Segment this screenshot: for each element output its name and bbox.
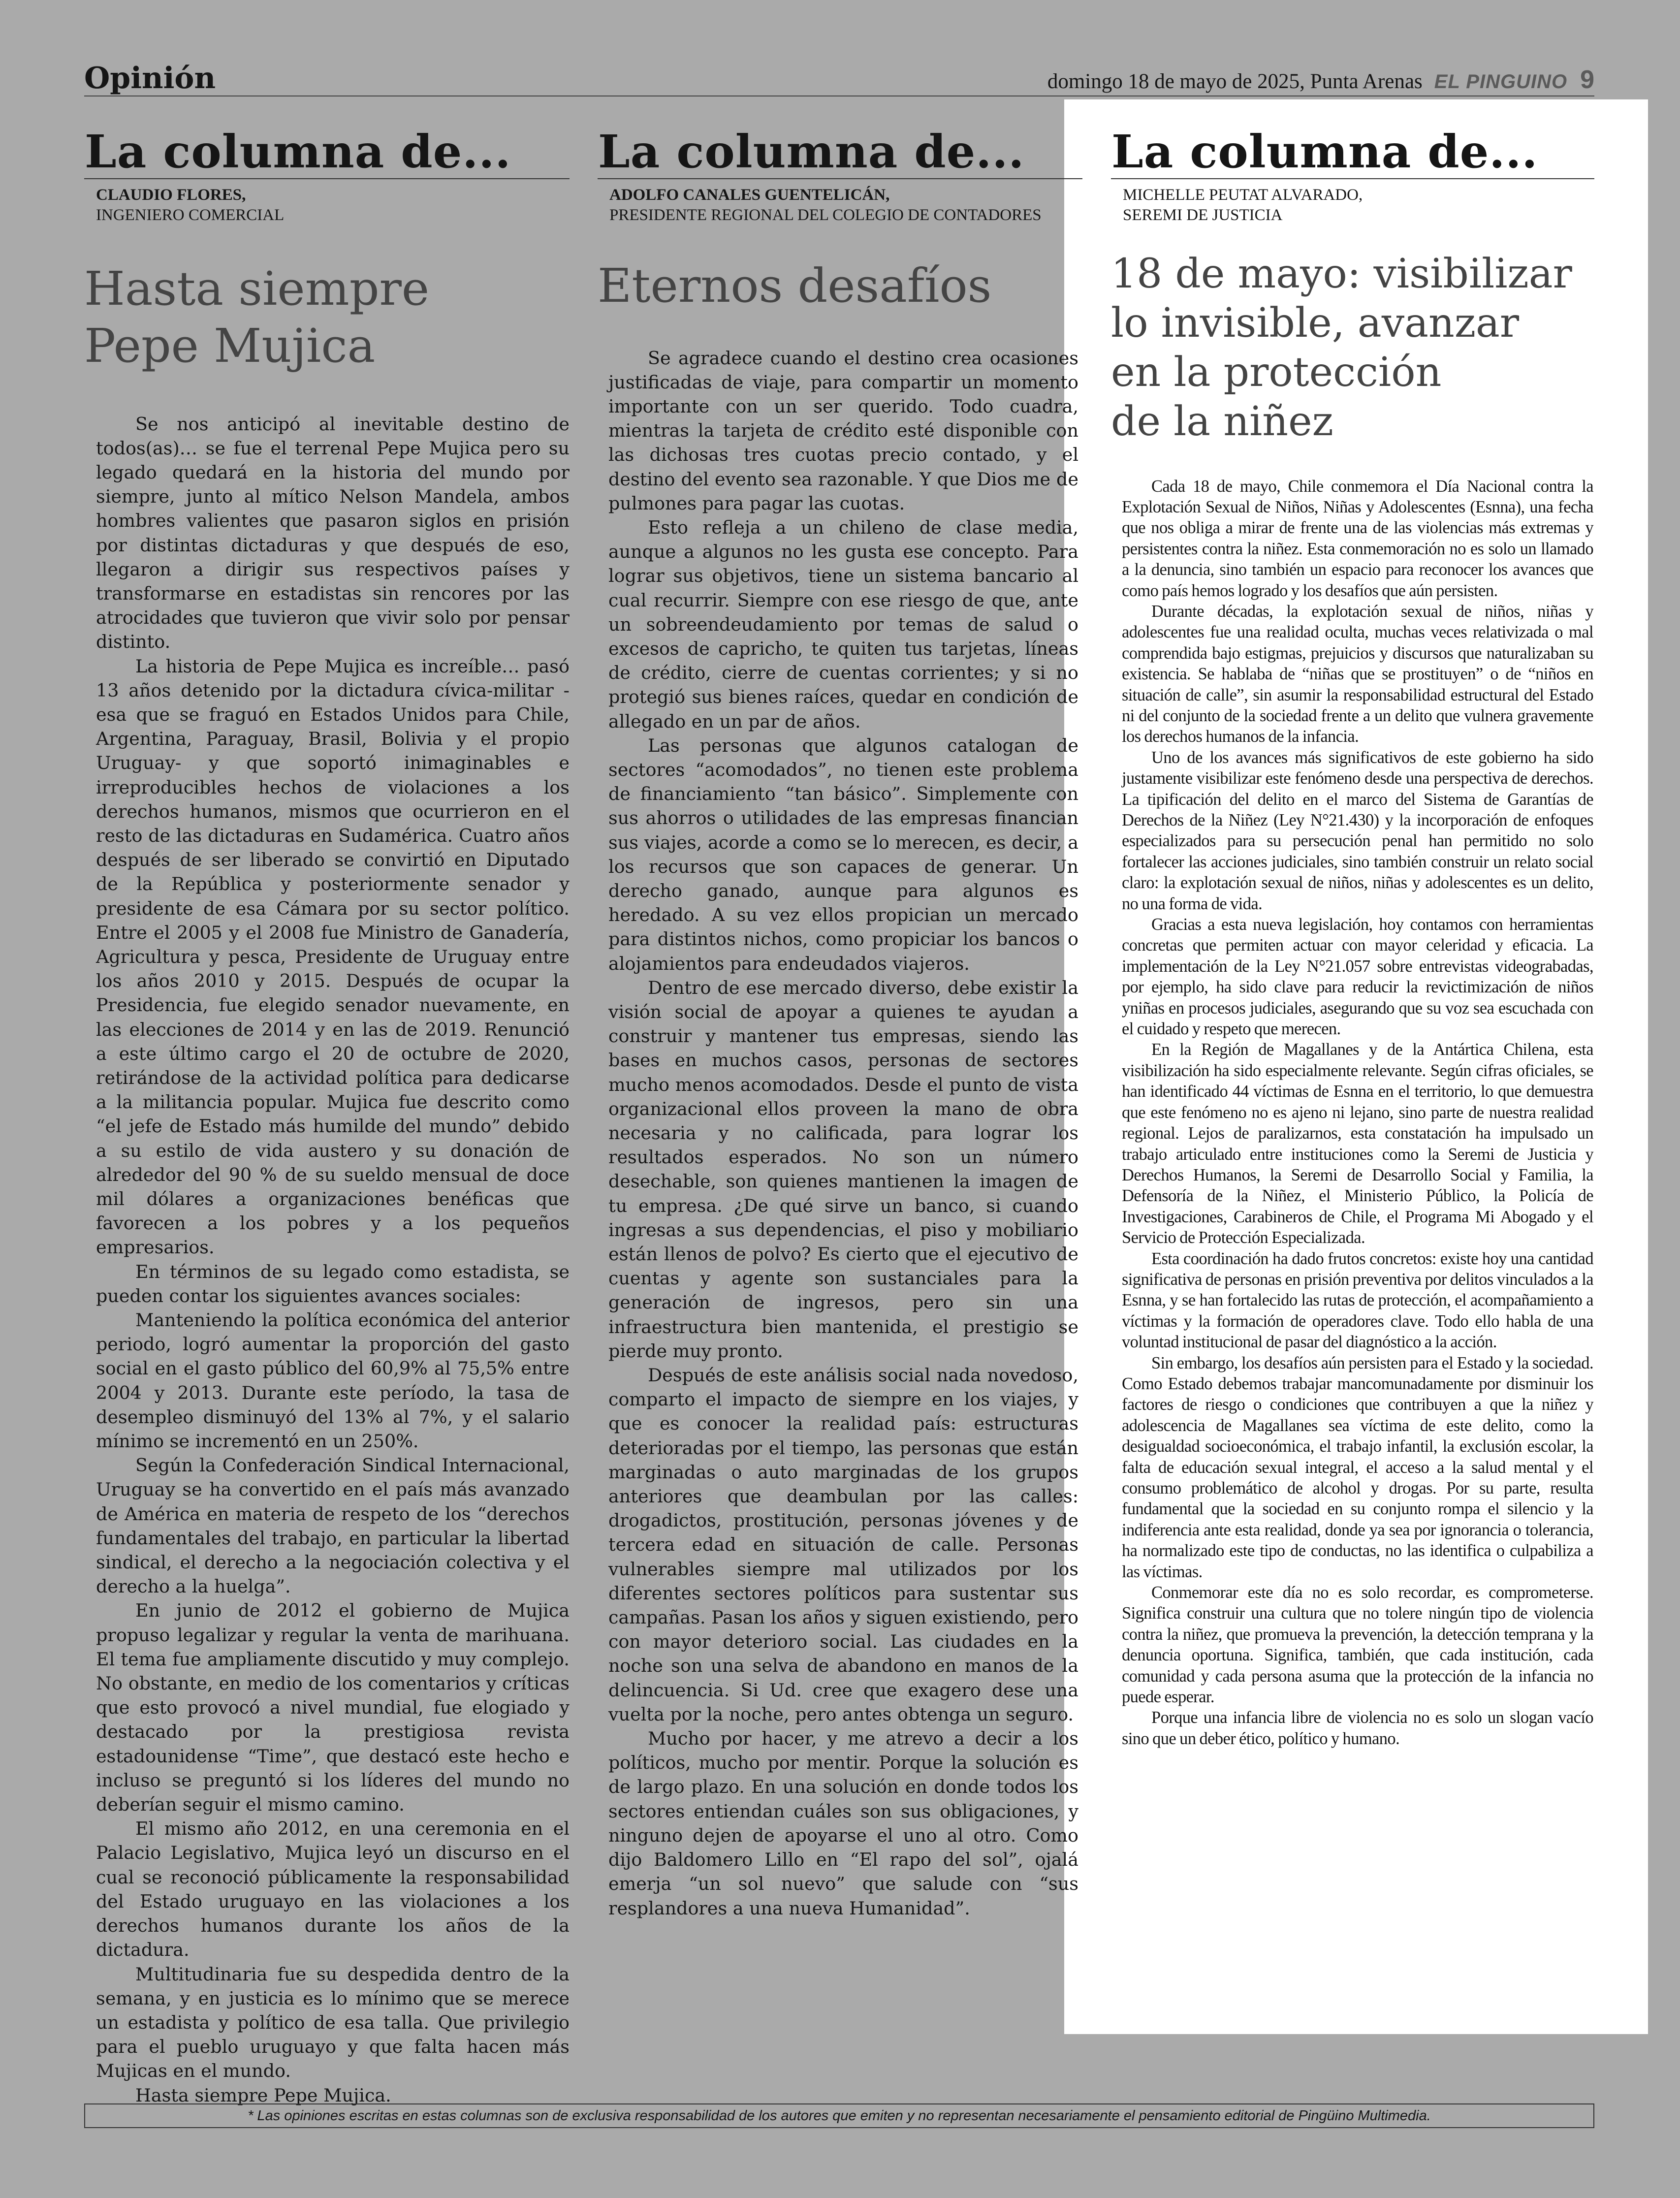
byline — [96, 185, 570, 226]
paragraph: Conmemorar este día no es solo recordar, es comprometerse. Significa construir una cultura que no tolere ningún tipo de violencia contra la niñez, que promueva la prevención, la detección temprana y la denuncia oportuna. Significa, también, que cada institución, cada comunidad y cada persona asuma que la protección de la infancia no puede esperar. — [1122, 1583, 1593, 1707]
paragraph: Manteniendo la política económica del anterior periodo, logró aumentar la proporción del gasto social en el gasto público del 60,9% al 75,5% entre 2004 y 2013. Durante este período, la tasa de desempleo disminuyó del 13% al 7%, y el salario mínimo se incrementó en un 250%. — [96, 1309, 570, 1452]
dateline: domingo 18 de mayo de 2025, Punta Arenas — [1047, 70, 1423, 93]
column-divider — [1111, 178, 1594, 179]
paragraph: Hasta siempre Pepe Mujica. — [135, 2084, 391, 2106]
byline — [609, 185, 1082, 226]
headline-line: 18 de mayo: visibilizar — [1111, 250, 1572, 297]
paragraph: Cada 18 de mayo, Chile conmemora el Día Nacional contra la Explotación Sexual de Niños, Niñas y Adolescentes (Esnna), una fecha que nos obliga a mirar de frente una de las violencias más extremas y persistentes contra la niñez. Esta conmemoración no es solo un llamado a la denuncia, sino también un espacio para reconocer los avances que como país hemos logrado y los desafíos que aún persisten. — [1122, 477, 1593, 600]
author-role: INGENIERO COMERCIAL — [96, 206, 285, 224]
paragraph: Multitudinaria fue su despedida dentro de la semana, y en justicia es lo mínimo que se merece un estadista y político de esa talla. Que privilegio para el pueblo uruguayo y que falta hacen más Mujicas en el mundo. — [96, 1963, 570, 2082]
column-2 — [598, 125, 1082, 1920]
paragraph: Se agradece cuando el destino crea ocasiones justificadas de viaje, para compartir un momento importante con un ser querido. Todo cuadra, mientras la tarjeta de crédito esté disponible con las dichosas tres cuotas precio contado, y el destino del evento sea razonable. Y que Dios me de pulmones para pagar las cuotas. — [608, 347, 1078, 514]
author-name: MICHELLE PEUTAT ALVARADO, — [1123, 186, 1363, 204]
page-number: 9 — [1580, 65, 1594, 94]
disclaimer-text: * Las opiniones escritas en estas columnas son de exclusiva responsabilidad de los autores que emiten y no representan necesariamente el pensamiento editorial de Pingüino Multimedia. — [248, 2107, 1431, 2124]
paragraph: Sin embargo, los desafíos aún persisten para el Estado y la sociedad. Como Estado debemos trabajar mancomunadamente por disminuir los factores de riesgo o condiciones que contribuyen a que la niñez y adolescencia de Magallanes sea víctima de este delito, como la desigualdad socioeconómica, el trabajo infantil, la exclusión escolar, la falta de educación sexual integral, el acceso a la salud mental y el consumo problemático de alcohol y drogas. Por su parte, resulta fundamental que la sociedad en su conjunto rompa el silencio y la indiferencia ante esta realidad, donde ya sea por ignorancia o tolerancia, ha normalizado este tipo de conductas, no las identifica o culpabiliza a las víctimas. — [1122, 1353, 1593, 1581]
column-label: La columna de... — [1111, 125, 1538, 178]
section-title: Opinión — [84, 61, 216, 96]
author-role: PRESIDENTE REGIONAL DEL COLEGIO DE CONTADORES — [609, 206, 1042, 224]
paragraph: Después de este análisis social nada novedoso, comparto el impacto de siempre en los viajes, y que es conocer la realidad país: estructuras deterioradas por el tiempo, las personas que están marginadas o auto marginadas de los grupos anteriores que deambulan por las calles: drogadictos, prostitución, personas jóvenes y de tercera edad en situación de calle. Personas vulnerables siempre mal utilizados por los diferentes sectores políticos para sustentar sus campañas. Pasan los años y siguen existiendo, pero con mayor deterioro social. Las ciudades en la noche son una selva de abandono en manos de la delincuencia. Si Ud. cree que exagero dese una vuelta por la noche, pero antes obtenga un seguro. — [608, 1365, 1078, 1725]
paragraph: Según la Confederación Sindical Internacional, Uruguay se ha convertido en el país más avanzado de América en materia de respeto de los “derechos fundamentales del trabajo, en particular la libertad sindical, el derecho a la negociación colectiva y el derecho a la huelga”. — [96, 1455, 570, 1597]
paragraph: La historia de Pepe Mujica es increíble… pasó 13 años detenido por la dictadura cívica-militar -esa que se fraguó en Estados Unidos para Chile, Argentina, Paraguay, Brasil, Bolivia y el propio Uruguay- y que soportó inimaginables e irreproducibles hechos de violaciones a los derechos humanos, mismos que ocurrieron en el resto de las dictaduras en Sudamérica. Cuatro años después de ser liberado se convirtió en Diputado de la República y posteriormente senador y presidente de esa Cámara por su sector político. Entre el 2005 y el 2008 fue Ministro de Ganadería, Agricultura y pesca, Presidente de Uruguay entre los años 2010 y 2015. Después de ocupar la Presidencia, fue elegido senador nuevamente, en las elecciones de 2014 y en las de 2019. Renunció a este último cargo el 20 de octubre de 2020, retirándose de la actividad política para dedicarse a la militancia popular. Mujica fue descrito como “el jefe de Estado más humilde del mundo” debido a su estilo de vida austero y su donación de alrededor del 90 % de su sueldo mensual de doce mil dólares a organizaciones benéficas que favorecen a los pobres y a los pequeños empresarios. — [96, 655, 570, 1258]
byline — [1123, 185, 1594, 226]
article-body — [1122, 476, 1593, 1750]
headline-line: lo invisible, avanzar — [1111, 299, 1520, 347]
headline-line: Pepe Mujica — [84, 319, 376, 373]
headline — [1111, 250, 1594, 446]
article-body — [96, 412, 570, 2107]
headline-line: Hasta siempre — [84, 261, 430, 316]
column-divider — [598, 178, 1082, 179]
disclaimer-box — [84, 2103, 1594, 2128]
paragraph: En la Región de Magallanes y de la Antártica Chilena, esta visibilización ha sido especialmente relevante. Según cifras oficiales, se han identificado 44 víctimas de Esnna en el territorio, lo que demuestra que este fenómeno no es ajeno ni lejano, sino parte de nuestra realidad regional. Lejos de paralizarnos, esta constatación ha impulsado un trabajo articulado entre instituciones como la Seremi de Justicia y Derechos Humanos, la Seremi de Desarrollo Social y Familia, la Defensoría de la Niñez, el Ministerio Público, la Policía de Investigaciones, Carabineros de Chile, el Programa Mi Abogado y el Servicio de Protección Especializada. — [1122, 1040, 1593, 1247]
headline-line: de la niñez — [1111, 398, 1333, 445]
article-body — [608, 346, 1078, 1920]
paragraph: En junio de 2012 el gobierno de Mujica propuso legalizar y regular la venta de marihuana. El tema fue ampliamente discutido y muy complejo. No obstante, en medio de los comentarios y críticas que esto provocó a nivel mundial, fue elogiado y destacado por la prestigiosa revista estadounidense “Time”, que destacó este hecho e incluso se preguntó si los líderes del mundo no deberían seguir el mismo camino. — [96, 1600, 570, 1816]
column-3 — [1111, 125, 1594, 1749]
headline — [598, 257, 1082, 315]
paragraph: Porque una infancia libre de violencia no es solo un slogan vacío sino que un deber ético, político y humano. — [1122, 1708, 1593, 1748]
paragraph: Durante décadas, la explotación sexual de niños, niñas y adolescentes fue una realidad oculta, muchas veces relativizada o mal comprendida bajo estigmas, prejuicios y discursos que naturalizaban su existencia. Se hablaba de “niñas que se prostituyen” o de “niños en situación de calle”, sin asumir la responsabilidad estructural del Estado ni del conjunto de la sociedad frente a un delito que vulnera gravemente los derechos humanos de la infancia. — [1122, 602, 1593, 746]
paragraph: Las personas que algunos catalogan de sectores “acomodados”, no tienen este problema de financiamiento “tan básico”. Simplemente con sus ahorros o utilidades de las empresas financian sus viajes, acorde a como se lo merecen, es decir, a los recursos que son capaces de generar. Un derecho ganado, aunque para algunos es heredado. A su vez ellos propician un mercado para distintos nichos, como propiciar los bancos o alojamientos para endeudados viajeros. — [608, 734, 1078, 974]
headline-line: Eternos desafíos — [598, 258, 992, 313]
headline-line: en la protección — [1111, 349, 1442, 396]
column-1 — [84, 125, 570, 2107]
column-divider — [84, 178, 570, 179]
paragraph: Mucho por hacer, y me atrevo a decir a los políticos, mucho por mentir. Porque la solución es de largo plazo. En una solución en donde todos los sectores entiendan cuáles son sus obligaciones, y ninguno dejen de apoyarse el uno al otro. Como dijo Baldomero Lillo en “El rapo del sol”, ojalá emerja “un sol nuevo” que salude con “sus resplandores a una nueva Humanidad”. — [608, 1728, 1078, 1919]
paragraph: El mismo año 2012, en una ceremonia en el Palacio Legislativo, Mujica leyó un discurso en el cual se reconoció públicamente la responsabilidad del Estado uruguayo en las violaciones a los derechos humanos durante los años de la dictadura. — [96, 1818, 570, 1961]
paragraph: Esta coordinación ha dado frutos concretos: existe hoy una cantidad significativa de personas en prisión preventiva por delitos vinculados a la Esnna, y se han fortalecido las rutas de protección, el acompañamiento a víctimas y la formación de operadores clave. Todo ello habla de una voluntad institucional de pasar del diagnóstico a la acción. — [1122, 1249, 1593, 1352]
masthead-logo: EL PINGUINO — [1434, 71, 1568, 93]
header-right — [1047, 65, 1594, 95]
paragraph: Esto refleja a un chileno de clase media, aunque a algunos no les gusta ese concepto. Para lograr sus objetivos, tiene un sistema bancario al cual recurrir. Siempre con ese riesgo de que, ante un sobreendeudamiento por temas de salud o excesos de capricho, te quiten tus tarjetas, líneas de crédito, cierre de cuentas corrientes; y si no protegió sus bienes raíces, quedar en condición de allegado en un par de años. — [608, 516, 1078, 732]
column-label: La columna de... — [85, 125, 511, 178]
paragraph: Gracias a esta nueva legislación, hoy contamos con herramientas concretas que permiten actuar con mayor celeridad y eficacia. La implementación de la Ley N°21.057 sobre entrevistas videograbadas, por ejemplo, ha sido clave para reducir la revictimización de niños yniñas en procesos judiciales, asegurando que su voz sea escuchada con el cuidado y respeto que merecen. — [1122, 915, 1593, 1039]
column-label: La columna de... — [598, 125, 1025, 178]
paragraph: En términos de su legado como estadista, se pueden contar los siguientes avances sociales: — [96, 1261, 570, 1306]
author-name: CLAUDIO FLORES, — [96, 186, 246, 204]
paragraph: Se nos anticipó al inevitable destino de todos(as)… se fue el terrenal Pepe Mujica pero su legado quedará en la historia del mundo por siempre, junto al mítico Nelson Mandela, ambos hombres valientes que pasaron siglos en prisión por distintas dictaduras y que después de eso, llegaron a dirigir sus respectivos países y transformarse en estadistas sin rencores por las atrocidades que tuvieron que vivir solo por pensar distinto. — [96, 413, 570, 653]
author-role: SEREMI DE JUSTICIA — [1123, 206, 1283, 224]
paragraph: Uno de los avances más significativos de este gobierno ha sido justamente visibilizar este fenómeno desde una perspectiva de derechos. La tipificación del delito en el marco del Sistema de Garantías de Derechos de la Niñez (Ley N°21.430) y la incorporación de enfoques especializados para su persecución penal han permitido no solo fortalecer las acciones judiciales, sino también construir un relato social claro: la explotación sexual de niños, niñas y adolescentes es un delito, no una forma de vida. — [1122, 748, 1593, 913]
author-name: ADOLFO CANALES GUENTELICÁN, — [609, 186, 890, 204]
headline — [84, 260, 570, 375]
page-header — [84, 58, 1594, 97]
paragraph: Dentro de ese mercado diverso, debe existir la visión social de apoyar a quienes te ayudan a construir y mantener tus empresas, siendo las bases en muchos casos, personas de sectores mucho menos acomodados. Desde el punto de vista organizacional ellos proveen la mano de obra necesaria y no calificada, para lograr los resultados esperados. No son un número desechable, son quienes mantienen la imagen de tu empresa. ¿De qué sirve un banco, si cuando ingresas a sus dependencias, el piso y mobiliario están llenos de polvo? Es cierto que el ejecutivo de cuentas y agente son sustanciales para la generación de ingresos, pero sin una infraestructura bien mantenida, el prestigio se pierde muy pronto. — [608, 977, 1078, 1362]
